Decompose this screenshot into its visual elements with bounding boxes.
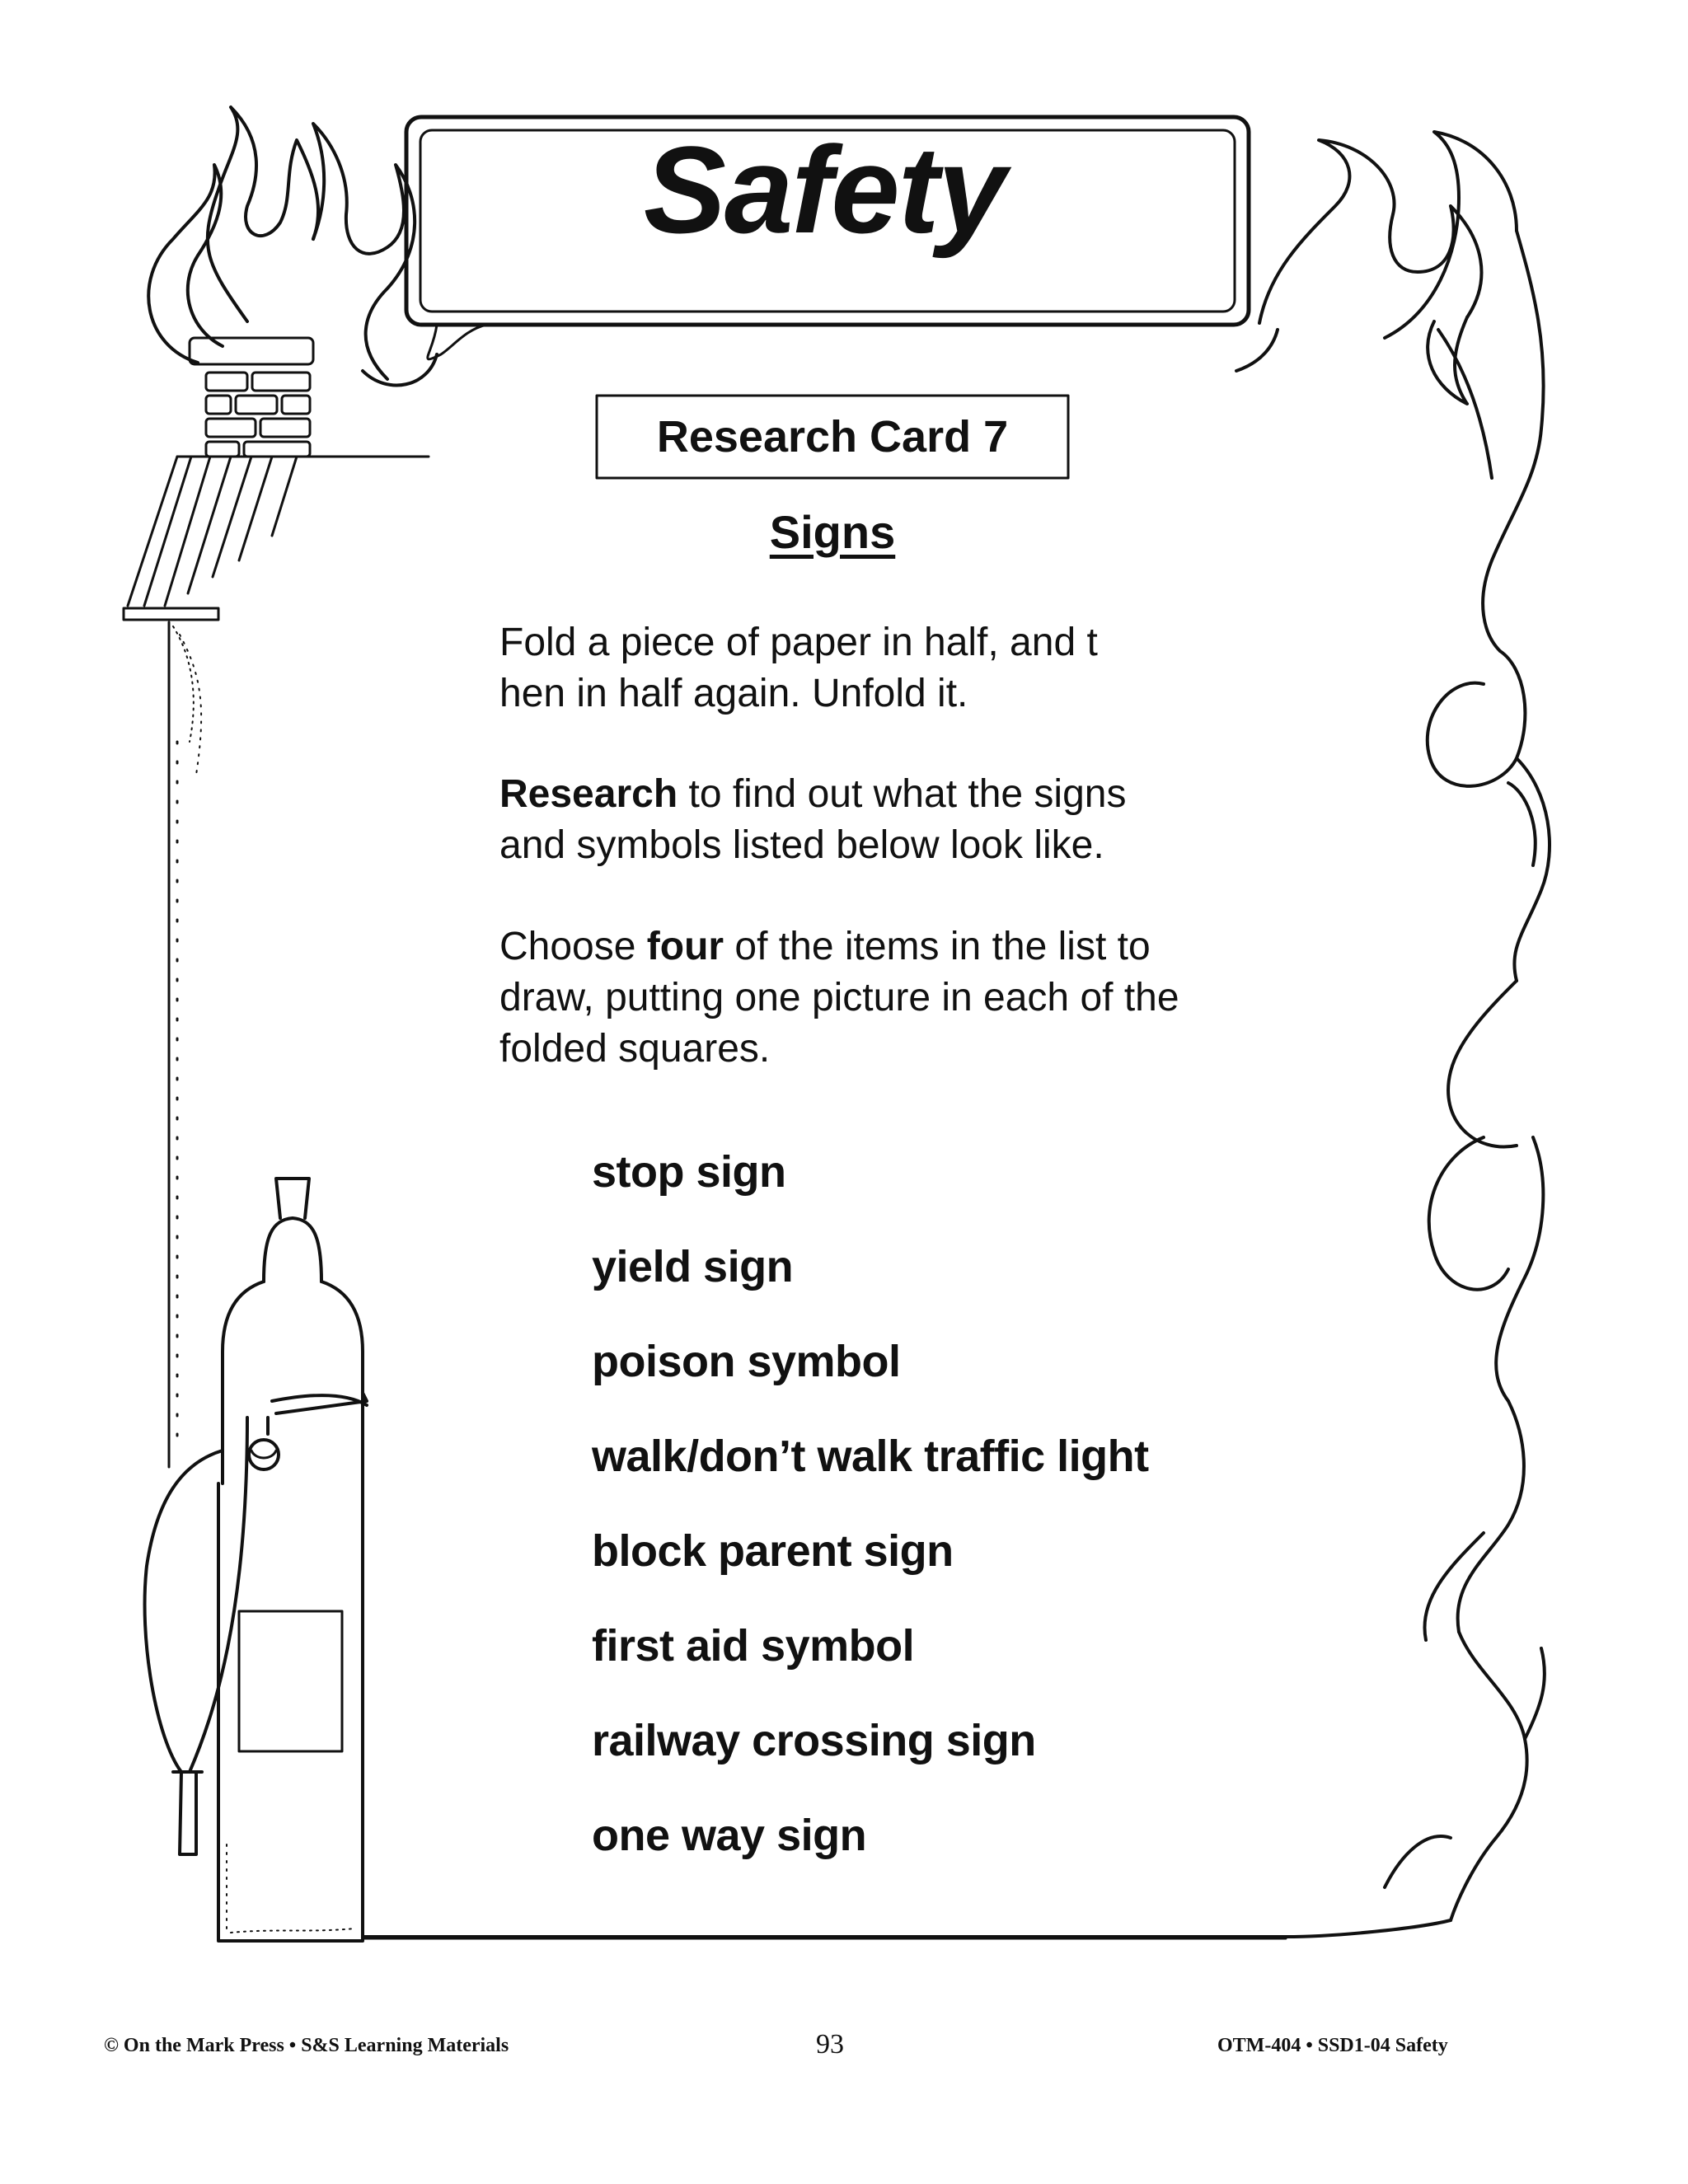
list-item: stop sign (592, 1147, 786, 1197)
instruction-paragraph-1: Fold a piece of paper in half, and t hen in half again. Unfold it. (499, 621, 1098, 715)
emphasis-research: Research (499, 772, 678, 816)
footer-code: OTM-404 • SSD1-04 Safety (1217, 2035, 1448, 2056)
list-item: one way sign (592, 1811, 867, 1860)
flame-left-icon (148, 107, 437, 385)
list-item: first aid symbol (592, 1621, 915, 1671)
sign-list (592, 1147, 1149, 1908)
page-title: Safety (643, 120, 1006, 259)
list-item: yield sign (592, 1242, 794, 1291)
instruction-paragraph-3 (499, 921, 1365, 1075)
paragraph-3-before: Choose (499, 925, 647, 968)
paragraph-3-after: of the items in the list to draw, putting one picture in each of the folded squares. (499, 925, 1179, 1071)
list-item: block parent sign (592, 1526, 954, 1576)
list-item: poison symbol (592, 1337, 901, 1386)
paragraph-2-text: to find out what the signs and symbols listed below look like. (499, 772, 1127, 867)
footer-publisher: © On the Mark Press • S&S Learning Materials (104, 2035, 509, 2056)
instruction-paragraph-2 (499, 769, 1365, 871)
list-item: railway crossing sign (592, 1716, 1036, 1765)
left-wall (169, 622, 201, 1467)
roof-ledge (124, 457, 429, 620)
footer-page-number: 93 (816, 2029, 844, 2060)
section-heading: Signs (769, 506, 896, 558)
research-card-label: Research Card 7 (656, 412, 1009, 462)
fire-extinguisher-icon (145, 1179, 367, 1941)
emphasis-four: four (646, 925, 724, 968)
chimney-icon (190, 338, 313, 457)
list-item: walk/don’t walk traffic light (592, 1432, 1149, 1481)
